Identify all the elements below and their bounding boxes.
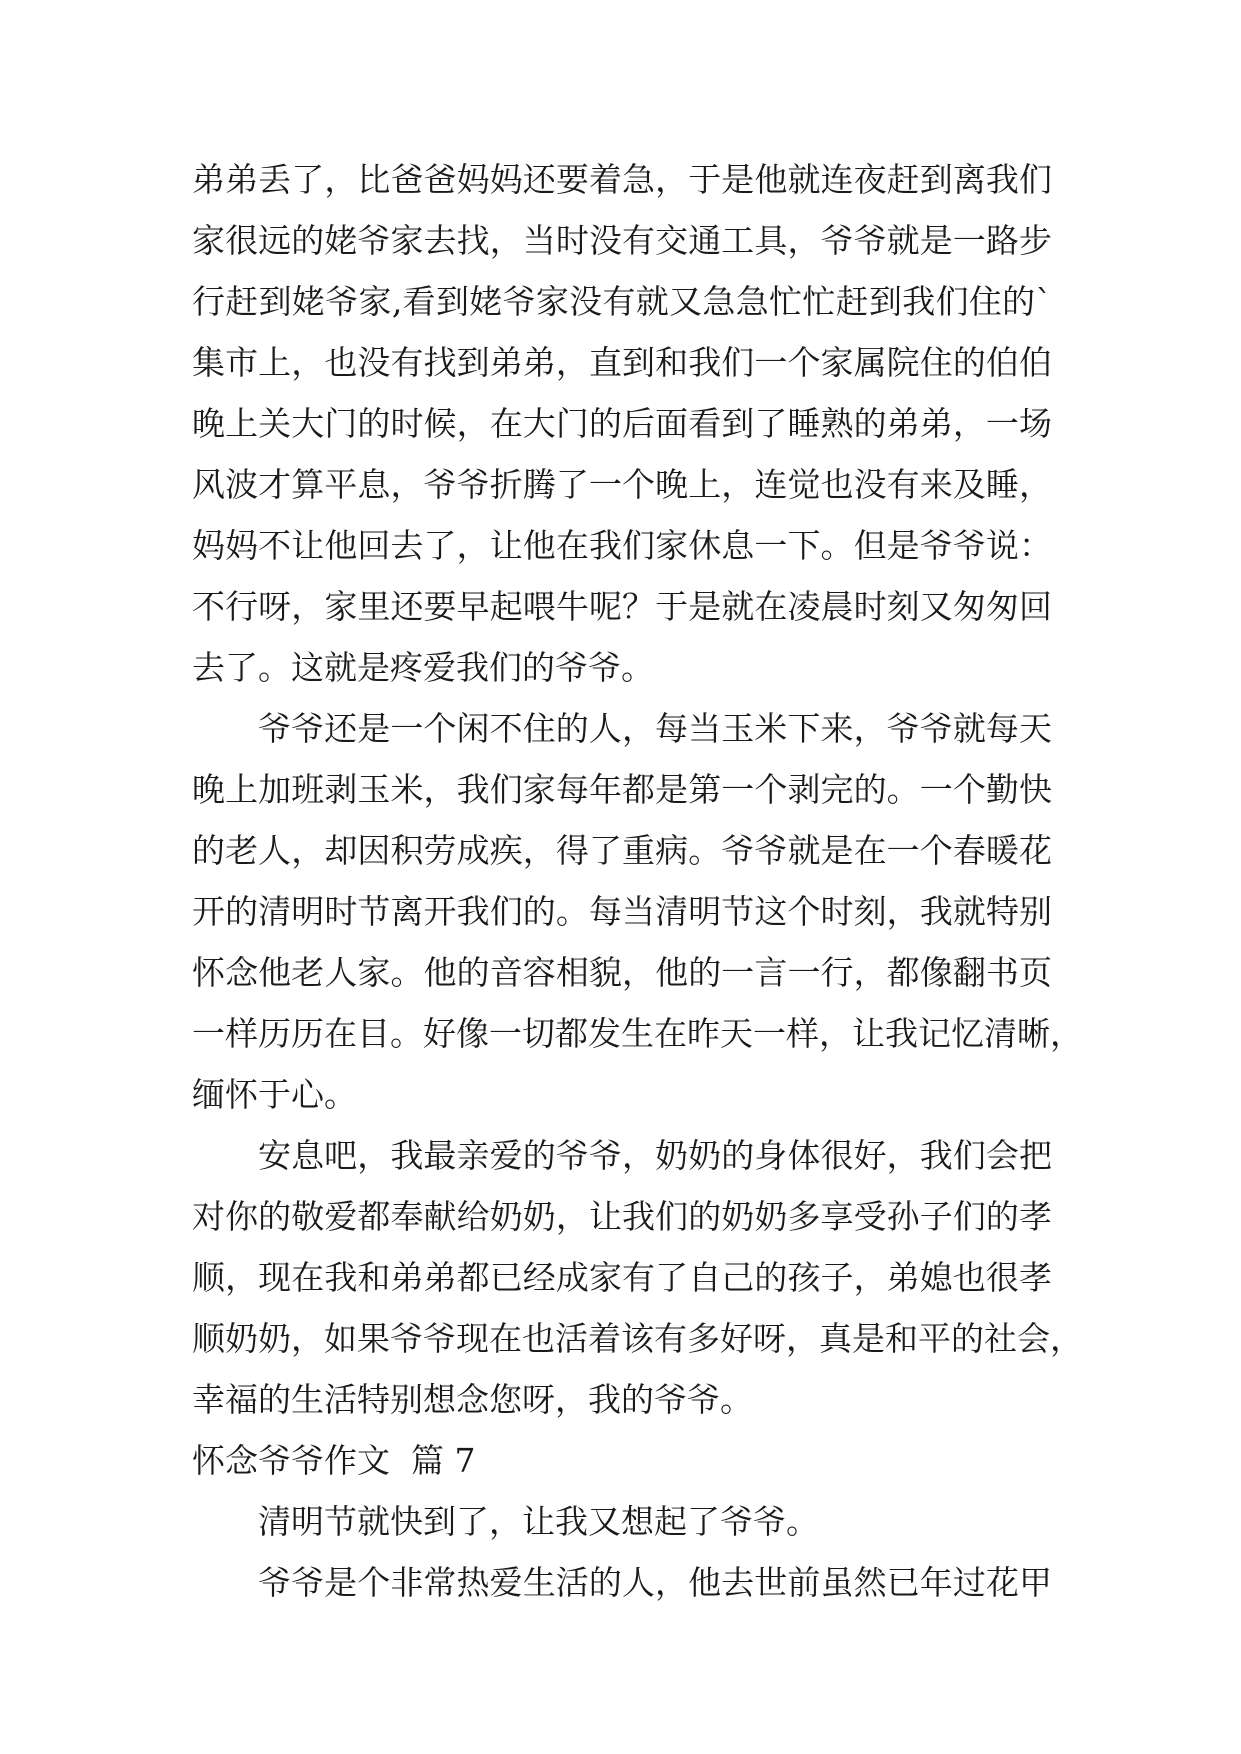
text-line: 晚上加班剥玉米，我们家每年都是第一个剥完的。一个勤快	[192, 770, 1052, 809]
text-line: 顺奶奶，如果爷爷现在也活着该有多好呀，真是和平的社会，	[192, 1319, 1083, 1358]
text-line: 晚上关大门的时候，在大门的后面看到了睡熟的弟弟，一场	[192, 404, 1052, 443]
text-line: 去了。这就是疼爱我们的爷爷。	[192, 648, 654, 687]
text-line: 不行呀，家里还要早起喂牛呢？于是就在凌晨时刻又匆匆回	[192, 587, 1052, 626]
text-line: 开的清明时节离开我们的。每当清明节这个时刻，我就特别	[192, 892, 1052, 931]
section-heading: 怀念爷爷作文 篇 7	[192, 1441, 476, 1480]
text-line: 安息吧，我最亲爱的爷爷，奶奶的身体很好，我们会把	[258, 1136, 1052, 1175]
text-line: 风波才算平息，爷爷折腾了一个晚上，连觉也没有来及睡，	[192, 465, 1052, 504]
text-line: 爷爷是个非常热爱生活的人，他去世前虽然已年过花甲	[258, 1563, 1052, 1602]
text-line: 行赶到姥爷家,看到姥爷家没有就又急急忙忙赶到我们住的`	[192, 282, 1052, 321]
text-line: 爷爷还是一个闲不住的人，每当玉米下来，爷爷就每天	[258, 709, 1052, 748]
text-line: 缅怀于心。	[192, 1075, 357, 1114]
text-line: 妈妈不让他回去了，让他在我们家休息一下。但是爷爷说：	[192, 526, 1052, 565]
text-line: 顺，现在我和弟弟都已经成家有了自己的孩子，弟媳也很孝	[192, 1258, 1052, 1297]
text-line: 清明节就快到了，让我又想起了爷爷。	[258, 1502, 819, 1541]
text-line: 的老人，却因积劳成疾，得了重病。爷爷就是在一个春暖花	[192, 831, 1052, 870]
text-line: 弟弟丢了，比爸爸妈妈还要着急，于是他就连夜赶到离我们	[192, 160, 1052, 199]
text-line: 集市上，也没有找到弟弟，直到和我们一个家属院住的伯伯	[192, 343, 1052, 382]
text-line: 幸福的生活特别想念您呀，我的爷爷。	[192, 1380, 753, 1419]
text-line: 一样历历在目。好像一切都发生在昨天一样，让我记忆清晰，	[192, 1014, 1083, 1053]
text-line: 对你的敬爱都奉献给奶奶，让我们的奶奶多享受孙子们的孝	[192, 1197, 1052, 1236]
text-line: 怀念他老人家。他的音容相貌，他的一言一行，都像翻书页	[192, 953, 1052, 992]
text-line: 家很远的姥爷家去找，当时没有交通工具，爷爷就是一路步	[192, 221, 1052, 260]
